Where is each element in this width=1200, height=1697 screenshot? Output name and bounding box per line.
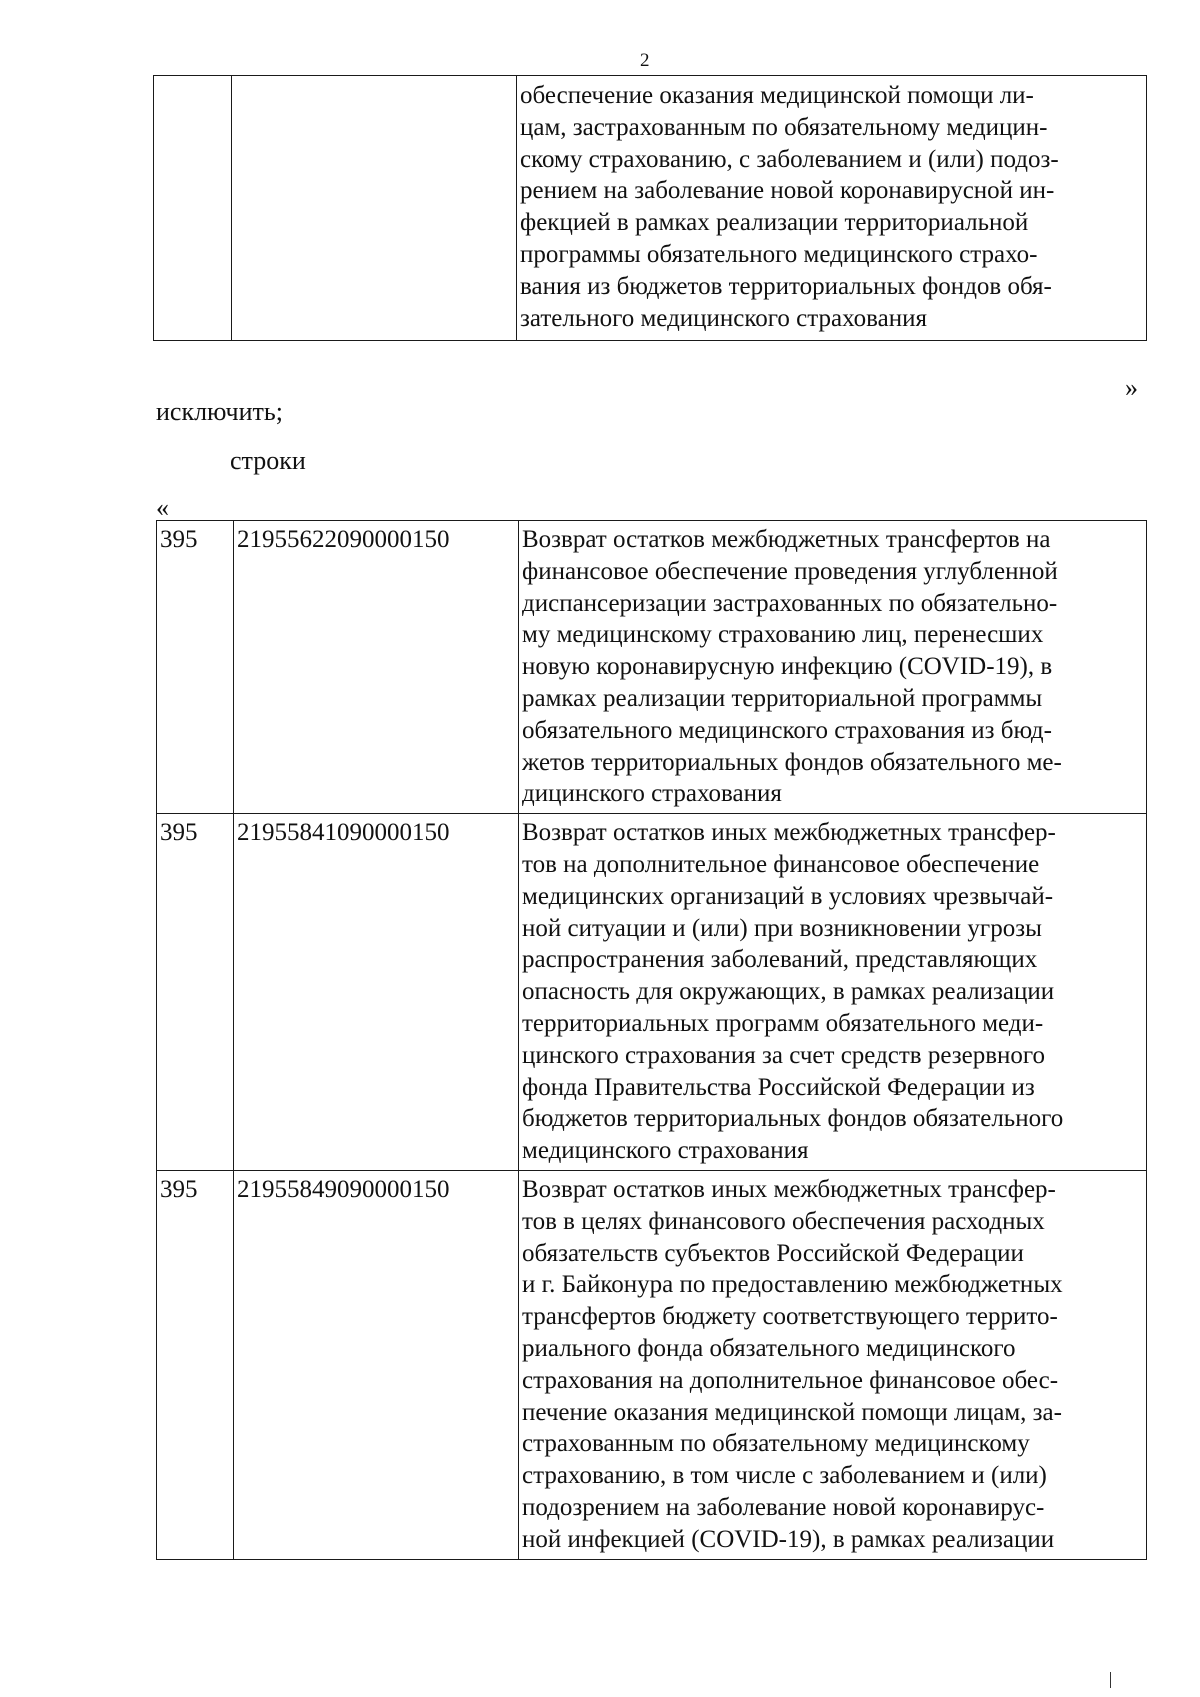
kbk-cell: 21955849090000150 — [234, 1170, 519, 1559]
scan-artifact-mark — [1110, 1672, 1111, 1688]
description-line: зательного медицинского страхования — [520, 304, 927, 332]
closing-quote: » — [1125, 373, 1138, 402]
description-cell — [517, 76, 1147, 341]
description-line: Возврат остатков иных межбюджетных трансфер- — [522, 819, 1056, 847]
description-line: скому страхованию, с заболеванием и (или) подоз- — [520, 145, 1059, 173]
description-line: программы обязательного медицинского страхо- — [520, 240, 1038, 268]
description-line: тов на дополнительное финансовое обеспечение — [522, 850, 1040, 878]
description-line: страхованным по обязательному медицинскому — [522, 1430, 1030, 1458]
description-line: обязательного медицинского страхования из бюд- — [522, 716, 1052, 744]
description-line: жетов территориальных фондов обязательного ме- — [522, 748, 1062, 776]
description-line: распространения заболеваний, представляющих — [522, 946, 1038, 974]
description-line: вания из бюджетов территориальных фондов обя- — [520, 272, 1052, 300]
description-line: страхования на дополнительное финансовое обес- — [522, 1366, 1059, 1394]
rows-table — [156, 520, 1147, 1560]
description-line: ной инфекцией (COVID-19), в рамках реализации — [522, 1525, 1055, 1553]
description-line: фонда Правительства Российской Федерации из — [522, 1073, 1035, 1101]
page-number: 2 — [640, 50, 650, 71]
kbk-cell — [232, 76, 517, 341]
kbk-cell: 21955622090000150 — [234, 521, 519, 814]
description-line: риального фонда обязательного медицинского — [522, 1334, 1016, 1362]
description-cell — [519, 521, 1147, 814]
description-line: медицинского страхования — [522, 1137, 809, 1165]
description-line: ной ситуации и (или) при возникновении угрозы — [522, 914, 1042, 942]
description-line: новую коронавирусную инфекцию (COVID-19), в — [522, 653, 1053, 681]
description-line: опасность для окружающих, в рамках реализации — [522, 978, 1055, 1006]
description-line: цинского страхования за счет средств резервного — [522, 1041, 1046, 1069]
table-row — [157, 521, 1147, 814]
description-line: подозрением на заболевание новой коронавирус- — [522, 1493, 1045, 1521]
description-line: фекцией в рамках реализации территориальной — [520, 209, 1029, 237]
opening-quote: « — [156, 493, 169, 522]
table-row — [154, 76, 1147, 341]
admin-code-cell: 395 — [157, 521, 234, 814]
continuation-table-body — [154, 76, 1147, 341]
description-line: медицинских организаций в условиях чрезвычай- — [522, 882, 1054, 910]
paragraph-exclude: исключить; — [156, 397, 283, 426]
description-line: страхованию, в том числе с заболеванием и (или) — [522, 1462, 1047, 1490]
description-line: обязательств субъектов Российской Федерации — [522, 1239, 1024, 1267]
rows-table-body — [157, 521, 1147, 1560]
description-line: трансфертов бюджету соответствующего террито- — [522, 1303, 1058, 1331]
table-row — [157, 1170, 1147, 1559]
description-line: Возврат остатков межбюджетных трансфертов на — [522, 526, 1051, 553]
description-line: печение оказания медицинской помощи лицам, за- — [522, 1398, 1062, 1426]
continuation-table — [153, 75, 1147, 341]
description-line: финансовое обеспечение проведения углубленной — [522, 557, 1058, 585]
description-cell — [519, 1170, 1147, 1559]
description-line: тов в целях финансового обеспечения расходных — [522, 1207, 1045, 1235]
kbk-cell: 21955841090000150 — [234, 814, 519, 1171]
description-line: рением на заболевание новой коронавирусной ин- — [520, 177, 1055, 205]
description-cell — [519, 814, 1147, 1171]
description-line: цам, застрахованным по обязательному медицин- — [520, 113, 1048, 141]
admin-code-cell — [154, 76, 232, 341]
description-line: обеспечение оказания медицинской помощи ли- — [520, 82, 1034, 109]
description-line: му медицинскому страхованию лиц, перенесших — [522, 621, 1044, 649]
description-line: дицинского страхования — [522, 780, 782, 808]
admin-code-cell: 395 — [157, 1170, 234, 1559]
description-line: территориальных программ обязательного меди- — [522, 1009, 1044, 1037]
admin-code-cell: 395 — [157, 814, 234, 1171]
description-line: бюджетов территориальных фондов обязательного — [522, 1105, 1064, 1133]
description-line: Возврат остатков иных межбюджетных трансфер- — [522, 1175, 1056, 1203]
description-line: рамках реализации территориальной программы — [522, 684, 1043, 712]
description-line: диспансеризации застрахованных по обязательно- — [522, 589, 1058, 617]
table-row — [157, 814, 1147, 1171]
paragraph-rows: строки — [230, 446, 306, 475]
description-line: и г. Байконура по предоставлению межбюджетных — [522, 1271, 1063, 1299]
